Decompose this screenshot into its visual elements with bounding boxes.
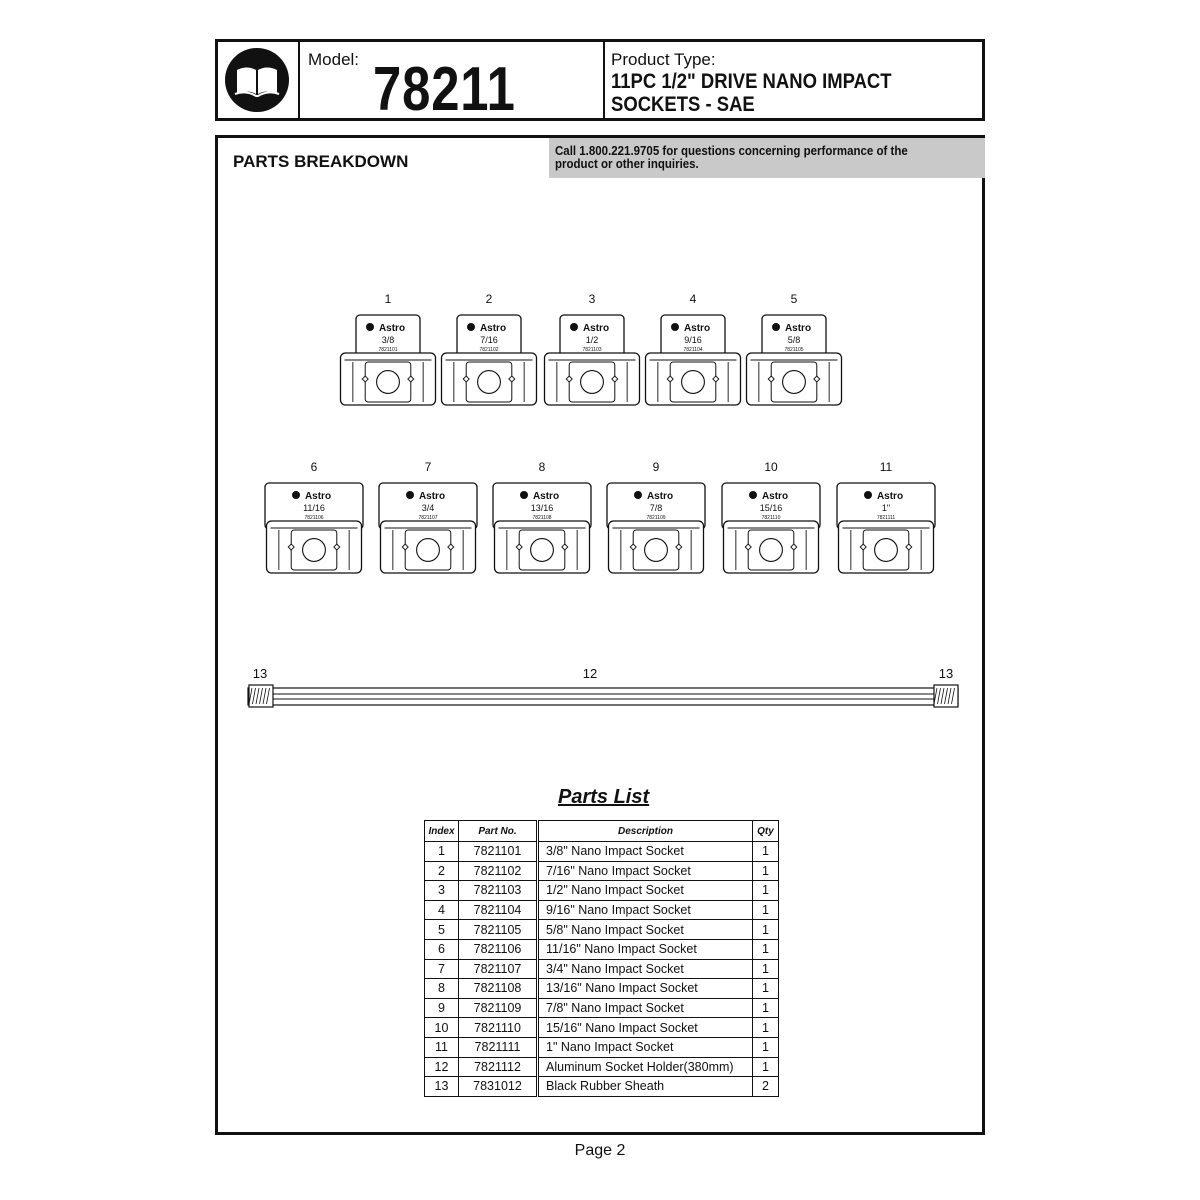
socket-part-label: 7821111 xyxy=(876,515,896,521)
end-cap xyxy=(934,685,958,707)
cell-qty: 1 xyxy=(753,861,779,881)
brand-label: Astro xyxy=(582,323,610,334)
cell-description: 13/16" Nano Impact Socket xyxy=(538,979,753,999)
cell-qty: 1 xyxy=(753,979,779,999)
product-type-value xyxy=(611,70,892,116)
column-header-description: Description xyxy=(538,821,753,842)
socket-part-label: 7821106 xyxy=(304,515,324,521)
product-type-line2: SOCKETS - SAE xyxy=(611,93,755,116)
cell-description: Black Rubber Sheath xyxy=(538,1077,753,1097)
socket-body xyxy=(381,521,476,573)
call-notice: Call 1.800.221.9705 for questions concerning performance of the product or other inquiries. xyxy=(555,144,908,171)
brand-label: Astro xyxy=(304,491,332,502)
brand-label: Astro xyxy=(532,491,560,502)
cell-index: 5 xyxy=(425,920,459,940)
cell-part-no: 7821101 xyxy=(459,842,538,862)
callout-label: 2 xyxy=(485,292,493,306)
socket-size-label: 11/16 xyxy=(303,503,325,513)
cell-part-no: 7821102 xyxy=(459,861,538,881)
book-icon-cell xyxy=(218,42,300,118)
brand-label: Astro xyxy=(876,491,904,502)
table-row xyxy=(425,1057,779,1077)
brand-label: Astro xyxy=(378,323,406,334)
cell-qty: 2 xyxy=(753,1077,779,1097)
cell-part-no: 7821106 xyxy=(459,939,538,959)
model-cell xyxy=(298,42,605,124)
brand-label: Astro xyxy=(418,491,446,502)
socket-body xyxy=(495,521,590,573)
socket-part-label: 7821105 xyxy=(784,347,804,353)
socket-part-label: 7821110 xyxy=(761,515,781,521)
cell-qty: 1 xyxy=(753,998,779,1018)
cell-description: 1" Nano Impact Socket xyxy=(538,1037,753,1057)
socket-body xyxy=(609,521,704,573)
cell-qty: 1 xyxy=(753,920,779,940)
astro-logo-icon xyxy=(520,491,528,499)
cell-index: 7 xyxy=(425,959,459,979)
brand-label: Astro xyxy=(646,491,674,502)
table-row xyxy=(425,959,779,979)
socket-part-label: 7821102 xyxy=(479,347,499,353)
cell-part-no: 7821107 xyxy=(459,959,538,979)
parts-list-title: Parts List xyxy=(558,786,650,808)
astro-logo-icon xyxy=(772,323,780,331)
callout-label: 13 xyxy=(938,666,954,681)
callout-label: 1 xyxy=(384,292,392,306)
cell-index: 13 xyxy=(425,1077,459,1097)
socket-part-label: 7821107 xyxy=(418,515,438,521)
product-type-line1: 11PC 1/2" DRIVE NANO IMPACT xyxy=(611,70,892,93)
column-header-index: Index xyxy=(425,821,459,842)
brand-label: Astro xyxy=(784,323,812,334)
page-number: Page 2 xyxy=(574,1142,626,1159)
cell-index: 2 xyxy=(425,861,459,881)
cell-part-no: 7831012 xyxy=(459,1077,538,1097)
callout-label: 3 xyxy=(588,292,596,306)
astro-logo-icon xyxy=(406,491,414,499)
cell-part-no: 7821105 xyxy=(459,920,538,940)
cell-part-no: 7821110 xyxy=(459,1018,538,1038)
cell-description: 7/8" Nano Impact Socket xyxy=(538,998,753,1018)
astro-logo-icon xyxy=(366,323,374,331)
socket-size-label: 7/16 xyxy=(480,335,498,345)
astro-logo-icon xyxy=(671,323,679,331)
astro-logo-icon xyxy=(749,491,757,499)
table-row xyxy=(425,861,779,881)
socket-size-label: 1/2 xyxy=(585,335,599,345)
table-row xyxy=(425,881,779,901)
cell-qty: 1 xyxy=(753,1018,779,1038)
callout-label: 12 xyxy=(582,666,598,681)
cell-index: 12 xyxy=(425,1057,459,1077)
socket-part-label: 7821104 xyxy=(683,347,703,353)
section-title: PARTS BREAKDOWN xyxy=(233,152,409,171)
table-row xyxy=(425,842,779,862)
socket-body xyxy=(545,353,640,405)
callout-label: 7 xyxy=(424,460,432,474)
cell-part-no: 7821112 xyxy=(459,1057,538,1077)
cell-description: 3/4" Nano Impact Socket xyxy=(538,959,753,979)
callout-label: 13 xyxy=(252,666,268,681)
callout-label: 9 xyxy=(652,460,660,474)
table-row xyxy=(425,1037,779,1057)
socket-size-label: 1" xyxy=(881,503,891,513)
cell-description: 5/8" Nano Impact Socket xyxy=(538,920,753,940)
cell-qty: 1 xyxy=(753,900,779,920)
callout-label: 4 xyxy=(689,292,697,306)
cell-index: 10 xyxy=(425,1018,459,1038)
product-type-label: Product Type: xyxy=(611,50,716,69)
product-type-cell xyxy=(603,42,982,118)
parts-table xyxy=(424,820,779,1097)
rail-body xyxy=(248,688,958,705)
parts-breakdown-panel xyxy=(215,135,985,1135)
cell-index: 11 xyxy=(425,1037,459,1057)
table-row xyxy=(425,900,779,920)
cell-description: 1/2" Nano Impact Socket xyxy=(538,881,753,901)
cell-part-no: 7821109 xyxy=(459,998,538,1018)
table-row xyxy=(425,939,779,959)
socket-size-label: 5/8 xyxy=(787,335,801,345)
cell-part-no: 7821104 xyxy=(459,900,538,920)
socket-size-label: 3/8 xyxy=(381,335,395,345)
parts-diagram xyxy=(218,138,982,778)
cell-index: 4 xyxy=(425,900,459,920)
table-row xyxy=(425,920,779,940)
cell-qty: 1 xyxy=(753,959,779,979)
astro-logo-icon xyxy=(570,323,578,331)
socket-body xyxy=(724,521,819,573)
cell-part-no: 7821103 xyxy=(459,881,538,901)
callout-label: 10 xyxy=(764,460,778,474)
callout-label: 5 xyxy=(790,292,798,306)
cell-index: 8 xyxy=(425,979,459,999)
socket-size-label: 9/16 xyxy=(684,335,702,345)
brand-label: Astro xyxy=(761,491,789,502)
cell-qty: 1 xyxy=(753,1057,779,1077)
cell-index: 9 xyxy=(425,998,459,1018)
socket-size-label: 3/4 xyxy=(421,503,435,513)
socket-body xyxy=(341,353,436,405)
callout-label: 8 xyxy=(538,460,546,474)
socket-part-label: 7821108 xyxy=(532,515,552,521)
cell-qty: 1 xyxy=(753,842,779,862)
model-number: 78211 xyxy=(373,55,516,124)
cell-description: 11/16" Nano Impact Socket xyxy=(538,939,753,959)
document-header xyxy=(215,39,985,124)
end-cap xyxy=(249,685,273,707)
cell-qty: 1 xyxy=(753,881,779,901)
brand-label: Astro xyxy=(479,323,507,334)
astro-logo-icon xyxy=(864,491,872,499)
callout-label: 6 xyxy=(310,460,318,474)
socket-size-label: 15/16 xyxy=(759,503,783,513)
socket-body xyxy=(267,521,362,573)
cell-description: 15/16" Nano Impact Socket xyxy=(538,1018,753,1038)
cell-qty: 1 xyxy=(753,1037,779,1057)
astro-logo-icon xyxy=(634,491,642,499)
column-header-part-no: Part No. xyxy=(459,821,538,842)
table-row xyxy=(425,979,779,999)
model-label: Model: xyxy=(308,50,360,69)
cell-index: 3 xyxy=(425,881,459,901)
callout-label: 11 xyxy=(879,460,893,474)
socket-part-label: 7821103 xyxy=(582,347,602,353)
table-row xyxy=(425,1018,779,1038)
socket-body xyxy=(839,521,934,573)
socket-body xyxy=(747,353,842,405)
cell-part-no: 7821111 xyxy=(459,1037,538,1057)
table-header-row xyxy=(425,821,779,842)
cell-index: 6 xyxy=(425,939,459,959)
brand-label: Astro xyxy=(683,323,711,334)
socket-size-label: 13/16 xyxy=(530,503,554,513)
socket-holder-rail xyxy=(248,688,958,705)
book-icon xyxy=(225,48,289,112)
cell-description: Aluminum Socket Holder(380mm) xyxy=(538,1057,753,1077)
cell-index: 1 xyxy=(425,842,459,862)
astro-logo-icon xyxy=(467,323,475,331)
socket-size-label: 7/8 xyxy=(649,503,663,513)
cell-part-no: 7821108 xyxy=(459,979,538,999)
socket-part-label: 7821109 xyxy=(646,515,666,521)
table-row xyxy=(425,998,779,1018)
socket-body xyxy=(442,353,537,405)
table-row xyxy=(425,1077,779,1097)
socket-body xyxy=(646,353,741,405)
column-header-qty: Qty xyxy=(753,821,779,842)
cell-qty: 1 xyxy=(753,939,779,959)
cell-description: 9/16" Nano Impact Socket xyxy=(538,900,753,920)
cell-description: 3/8" Nano Impact Socket xyxy=(538,842,753,862)
socket-part-label: 7821101 xyxy=(378,347,398,353)
cell-description: 7/16" Nano Impact Socket xyxy=(538,861,753,881)
astro-logo-icon xyxy=(292,491,300,499)
